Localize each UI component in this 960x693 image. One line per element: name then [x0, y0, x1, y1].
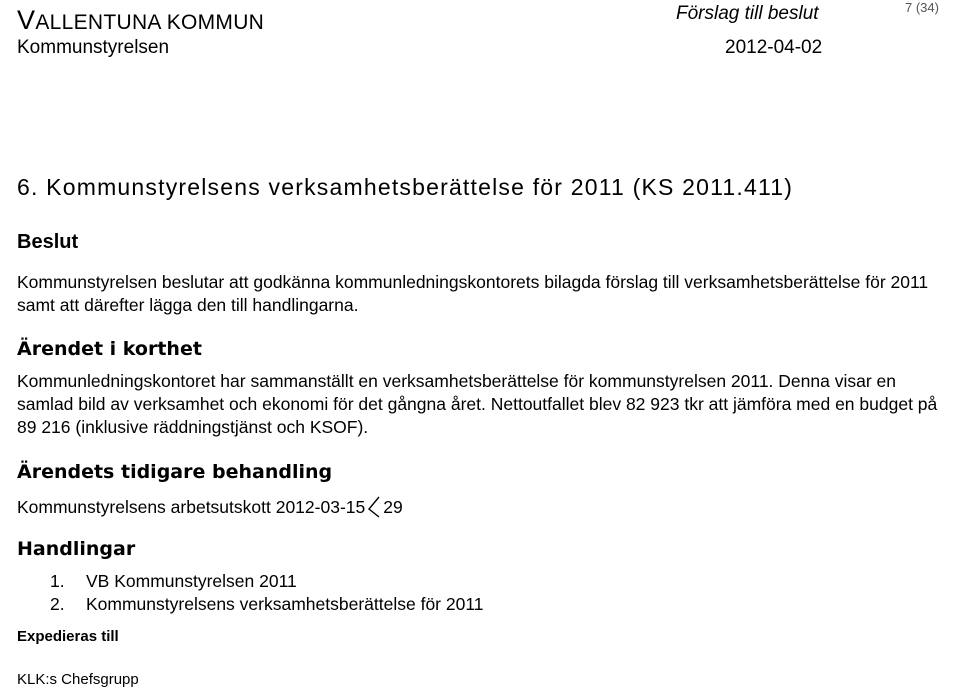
list-item: [50, 594, 484, 615]
item-title: 6. Kommunstyrelsens verksamhetsberättelse för 2011 (KS 2011.411): [17, 174, 794, 200]
paragraph-arrow-icon: [367, 496, 381, 518]
page-number: 7 (34): [905, 0, 939, 15]
tidigare-heading: Ärendets tidigare behandling: [17, 461, 333, 483]
tidigare-text-main: Kommunstyrelsens arbetsutskott 2012-03-15: [17, 497, 366, 517]
proposal-label: Förslag till beslut: [676, 3, 819, 24]
arendet-heading: Ärendet i korthet: [17, 338, 202, 360]
expedieras-heading: Expedieras till: [17, 628, 119, 645]
arendet-text: Kommunledningskontoret har sammanställt en verksamhetsberättelse för kommunstyrelsen 2011. Denna visar en samlad bild av verksamhet och ekonomi för det gångna året. Nettoutfallet blev 82 923 tkr att jämföra med en budget på 89 216 (inklusive räddningstjänst och KSOF).: [17, 371, 938, 437]
list-item: [50, 571, 297, 592]
tidigare-text: [17, 496, 947, 519]
beslut-text: Kommunstyrelsen beslutar att godkänna kommunledningskontorets bilagda förslag till verksamhetsberättelse för 2011 samt att därefter lägga den till handlingarna.: [17, 272, 929, 315]
list-item-text: Kommunstyrelsens verksamhetsberättelse för 2011: [86, 594, 484, 614]
tidigare-paragraph-number: 29: [383, 497, 403, 517]
organization-name: [17, 5, 264, 36]
beslut-heading: Beslut: [17, 231, 79, 253]
department-name: Kommunstyrelsen: [17, 37, 170, 58]
handlingar-heading: Handlingar: [17, 538, 136, 560]
expedieras-recipient: KLK:s Chefsgrupp: [17, 671, 139, 688]
organization-name-rest: ALLENTUNA KOMMUN: [35, 11, 265, 34]
organization-initial: V: [17, 5, 36, 35]
document-date: 2012-04-02: [725, 37, 823, 58]
list-item-number: 2.: [50, 594, 65, 614]
list-item-number: 1.: [50, 571, 65, 591]
list-item-text: VB Kommunstyrelsen 2011: [86, 571, 297, 591]
